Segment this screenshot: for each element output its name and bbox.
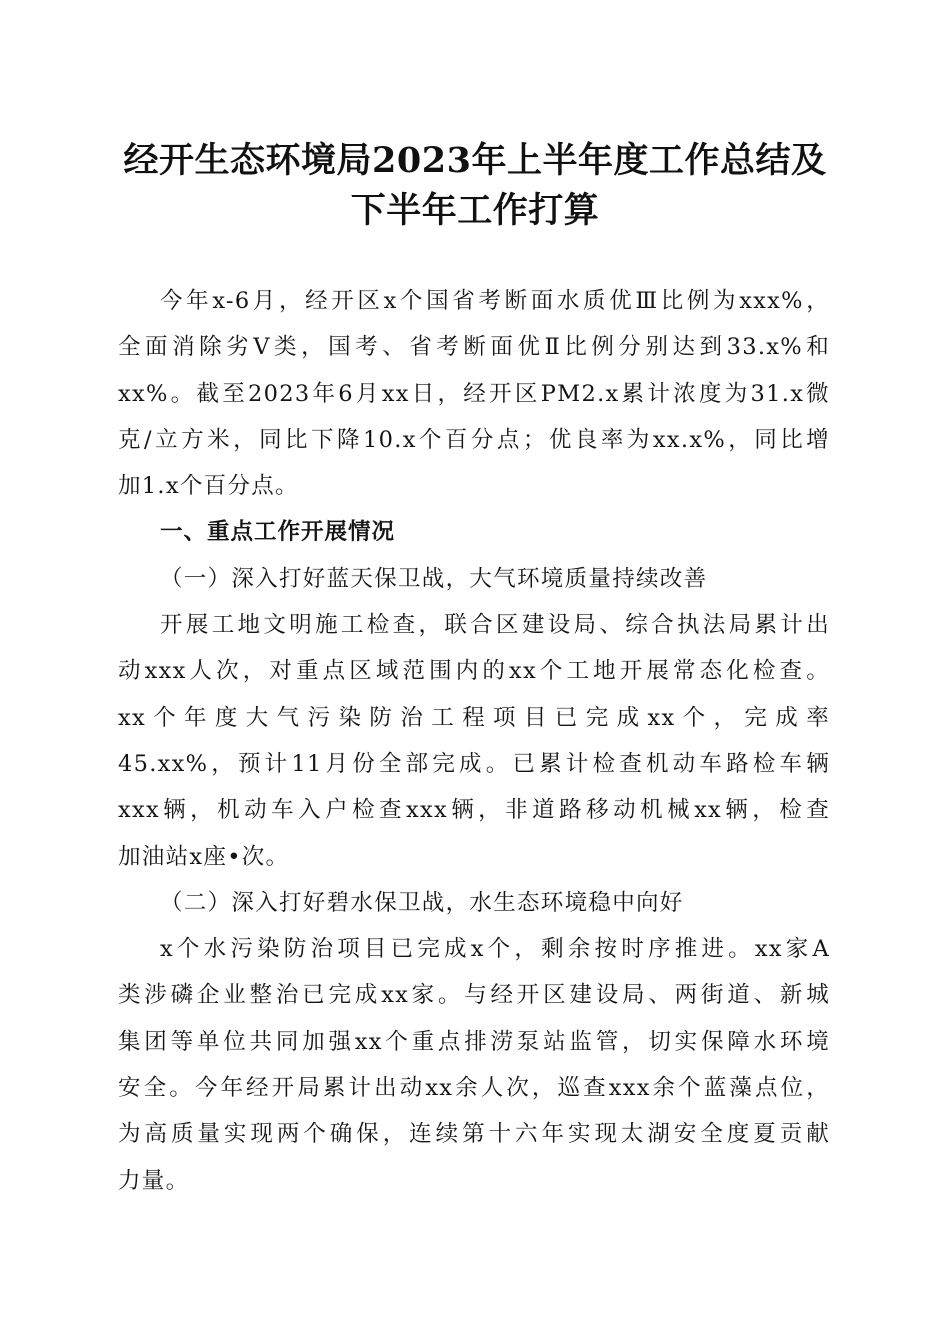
- document-body: [118, 278, 830, 1204]
- title-line-2: 下半年工作打算: [350, 190, 600, 231]
- title-line-1: 经开生态环境局2023年上半年度工作总结及: [123, 140, 827, 181]
- intro-line-1: 今年x-6月，经开区x个国省考断面水质优Ⅲ比例为xxx%，: [160, 288, 830, 314]
- sub2-line-4: 安全。今年经开局累计出动xx余人次，巡查xxx余个蓝藻点位，: [118, 1075, 830, 1102]
- sub1-line-1: 开展工地文明施工检查，联合区建设局、综合执法局累计出: [160, 612, 830, 639]
- sub1-line-4: 45.xx%，预计11月份全部完成。已累计检查机动车路检车辆: [118, 750, 830, 777]
- sub1-line-5: xxx辆，机动车入户检查xxx辆，非道路移动机械xx辆，检查: [118, 797, 830, 824]
- document-title: [80, 136, 870, 236]
- sub2-line-3: 集团等单位共同加强xx个重点排涝泵站监管，切实保障水环境: [118, 1028, 830, 1055]
- sub2-line-2: 类涉磷企业整治已完成xx家。与经开区建设局、两街道、新城: [118, 982, 830, 1009]
- subsection-1-paragraph: [118, 602, 830, 880]
- sub1-line-6: 加油站x座•次。: [118, 843, 290, 870]
- subsection-2-paragraph: [118, 926, 830, 1204]
- intro-line-5: 加1.x个百分点。: [118, 473, 299, 500]
- sub2-line-1: x个水污染防治项目已完成x个，剩余按时序推进。xx家A: [160, 936, 830, 963]
- subsection-heading-1: （一）深入打好蓝天保卫战，大气环境质量持续改善: [160, 565, 708, 592]
- intro-line-3: xx%。截至2023年6月xx日，经开区PM2.x累计浓度为31.x微: [118, 380, 830, 407]
- sub1-line-2: 动xxx人次，对重点区域范围内的xx个工地开展常态化检查。: [118, 658, 830, 685]
- sub2-line-6: 力量。: [118, 1167, 190, 1194]
- section-heading-1: 一、重点工作开展情况: [160, 519, 396, 546]
- intro-line-4: 克/立方米，同比下降10.x个百分点；优良率为xx.x%，同比增: [118, 426, 830, 453]
- intro-line-2: 全面消除劣Ⅴ类，国考、省考断面优Ⅱ比例分别达到33.x%和: [118, 334, 830, 361]
- intro-paragraph: [118, 278, 830, 509]
- sub1-line-3: xx个年度大气污染防治工程项目已完成xx个，完成率: [118, 704, 830, 731]
- subsection-heading-2: （二）深入打好碧水保卫战，水生态环境稳中向好: [160, 889, 684, 916]
- sub2-line-5: 为高质量实现两个确保，连续第十六年实现太湖安全度夏贡献: [118, 1121, 830, 1148]
